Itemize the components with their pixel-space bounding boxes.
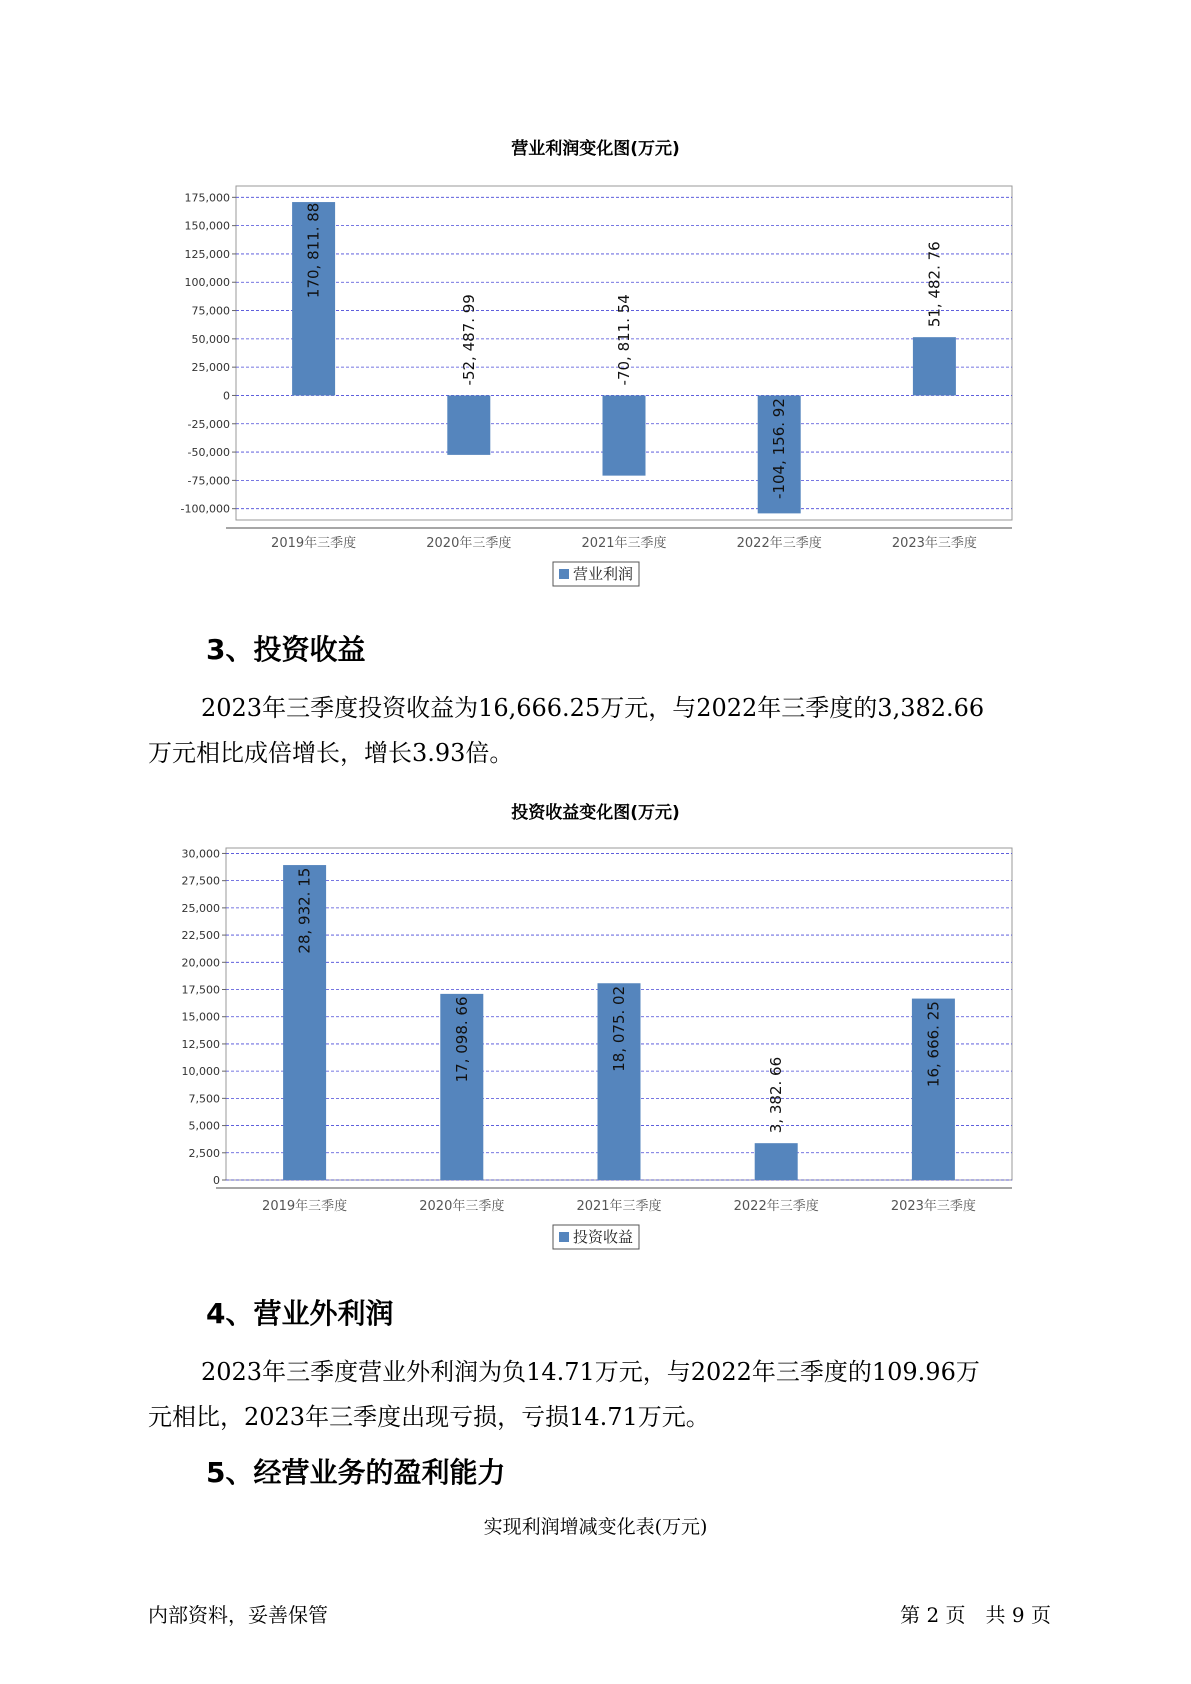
y-tick-label: 75,000 [191, 304, 230, 318]
value-label: -52, 487. 99 [459, 294, 478, 386]
y-tick-label: 30,000 [181, 847, 220, 861]
category-label: 2021年三季度 [581, 536, 667, 551]
bar [603, 395, 646, 475]
operating-profit-chart [0, 160, 1191, 600]
y-tick-label: 5,000 [188, 1119, 220, 1133]
legend-label: 投资收益 [573, 1228, 634, 1246]
y-tick-label: -100,000 [180, 502, 230, 516]
value-label: -104, 156. 92 [770, 398, 789, 499]
footer-page-number: 第 2 页 共 9 页 [900, 1603, 1051, 1627]
paragraph-line: 万元相比成倍增长，增长3.93倍。 [148, 739, 514, 767]
bar [447, 395, 490, 454]
y-tick-label: 125,000 [184, 247, 230, 261]
y-tick-label: 27,500 [181, 874, 220, 888]
investment-income-chart [0, 824, 1191, 1264]
value-label: 3, 382. 66 [767, 1056, 786, 1134]
section-heading-profitability: 5、经营业务的盈利能力 [206, 1456, 506, 1489]
y-tick-label: 0 [213, 1174, 220, 1187]
value-label: 18, 075. 02 [610, 985, 628, 1072]
y-tick-label: 25,000 [181, 901, 220, 915]
category-label: 2020年三季度 [426, 536, 512, 551]
y-tick-label: 100,000 [184, 276, 230, 290]
table-caption: 实现利润增减变化表(万元) [483, 1516, 708, 1538]
value-label: -70, 811. 54 [615, 294, 633, 386]
paragraph-investment-income [148, 686, 1068, 776]
chart-title-operating-profit: 营业利润变化图(万元) [511, 139, 680, 159]
category-label: 2019年三季度 [262, 1199, 348, 1214]
value-label: 28, 932. 15 [295, 867, 314, 954]
section-heading-non-operating-profit: 4、营业外利润 [206, 1297, 394, 1330]
category-label: 2021年三季度 [576, 1199, 662, 1214]
y-tick-label: -50,000 [187, 446, 230, 460]
legend-label: 营业利润 [573, 565, 634, 583]
value-label: 16, 666. 25 [924, 1001, 943, 1088]
y-tick-label: 25,000 [191, 361, 230, 375]
chart-title-investment-income: 投资收益变化图(万元) [511, 803, 680, 823]
category-label: 2022年三季度 [733, 1199, 819, 1214]
y-tick-label: 20,000 [181, 956, 220, 970]
value-label: 170, 811. 88 [304, 202, 323, 299]
y-tick-label: 12,500 [181, 1037, 220, 1051]
bar [755, 1143, 798, 1180]
legend-swatch [559, 569, 569, 579]
y-tick-label: 7,500 [188, 1092, 220, 1106]
y-tick-label: -75,000 [187, 474, 230, 488]
category-label: 2020年三季度 [419, 1199, 505, 1214]
y-tick-label: 150,000 [184, 219, 230, 233]
section-heading-investment-income: 3、投资收益 [206, 633, 366, 666]
y-tick-label: -25,000 [187, 417, 230, 431]
category-label: 2023年三季度 [890, 1199, 976, 1214]
category-label: 2022年三季度 [736, 536, 822, 551]
y-tick-label: 2,500 [188, 1146, 220, 1160]
paragraph-line: 2023年三季度营业外利润为负14.71万元，与2022年三季度的109.96万 [201, 1358, 980, 1386]
y-tick-label: 10,000 [181, 1065, 220, 1079]
category-label: 2019年三季度 [271, 536, 357, 551]
y-tick-label: 175,000 [184, 191, 230, 205]
legend-swatch [559, 1232, 569, 1242]
paragraph-non-operating-profit [148, 1350, 1068, 1440]
y-tick-label: 15,000 [181, 1010, 220, 1024]
bar [913, 337, 956, 395]
y-tick-label: 0 [223, 389, 230, 403]
y-tick-label: 50,000 [191, 332, 230, 346]
category-label: 2023年三季度 [891, 536, 977, 551]
y-tick-label: 22,500 [181, 929, 220, 943]
value-label: 17, 098. 66 [452, 996, 471, 1083]
paragraph-line: 元相比，2023年三季度出现亏损，亏损14.71万元。 [148, 1403, 710, 1431]
footer-confidential-note: 内部资料，妥善保管 [148, 1603, 328, 1627]
value-label: 51, 482. 76 [925, 241, 944, 328]
y-tick-label: 17,500 [181, 983, 220, 997]
paragraph-line: 2023年三季度投资收益为16,666.25万元，与2022年三季度的3,382.66 [201, 694, 985, 722]
